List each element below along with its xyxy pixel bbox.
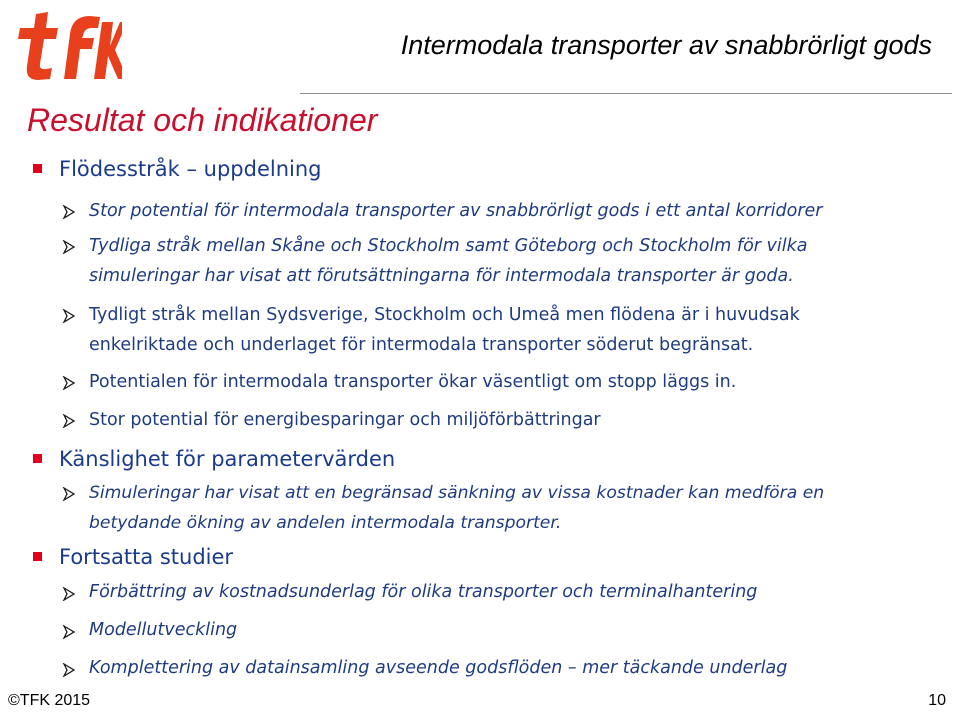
arrow-bullet-icon <box>62 487 76 501</box>
logo-text: TFK <box>67 48 69 49</box>
header-title: Intermodala transporter av snabbrörligt gods <box>400 30 932 60</box>
list-item-text: Förbättring av kostnadsunderlag för olika transporter och terminalhantering <box>89 582 758 602</box>
list-item-text-continued: betydande ökning av andelen intermodala transporter. <box>89 513 562 533</box>
list-item-text: Komplettering av datainsamling avseende godsflöden – mer täckande underlag <box>89 658 788 678</box>
square-bullet-icon <box>33 552 42 561</box>
list-item-text: Potentialen för intermodala transporter ökar väsentligt om stopp läggs in. <box>89 372 737 392</box>
arrow-bullet-icon <box>62 663 76 677</box>
list-item-text: Simuleringar har visat att en begränsad sänkning av vissa kostnader kan medföra en <box>89 483 825 503</box>
section-heading-text: Känslighet för parametervärden <box>59 447 396 471</box>
list-item-text: Tydliga stråk mellan Skåne och Stockholm samt Göteborg och Stockholm för vilka <box>89 236 808 256</box>
arrow-bullet-icon <box>62 587 76 601</box>
arrow-bullet-icon <box>62 205 76 219</box>
list-item-text-continued: simuleringar har visat att förutsättningarna för intermodala transporter är goda. <box>89 266 794 286</box>
arrow-bullet-icon <box>62 625 76 639</box>
list-item-text: Stor potential för energibesparingar och miljöförbättringar <box>89 410 601 430</box>
list-item-text-continued: enkelriktade och underlaget för intermodala transporter söderut begränsat. <box>89 335 754 355</box>
arrow-bullet-icon <box>62 309 76 323</box>
square-bullet-icon <box>33 454 42 463</box>
slide-title: Resultat och indikationer <box>27 102 378 138</box>
arrow-bullet-icon <box>62 376 76 390</box>
footer-copyright: ©TFK 2015 <box>8 692 91 709</box>
list-item-text: Stor potential för intermodala transporter av snabbrörligt gods i ett antal korridorer <box>89 201 823 221</box>
section-heading-text: Fortsatta studier <box>59 545 234 569</box>
section-heading-text: Flödesstråk – uppdelning <box>59 157 322 181</box>
arrow-bullet-icon <box>62 414 76 428</box>
square-bullet-icon <box>33 164 42 173</box>
footer-page-number: 10 <box>928 692 946 709</box>
list-item-text: Tydligt stråk mellan Sydsverige, Stockholm och Umeå men flödena är i huvudsak <box>89 305 800 325</box>
list-item-text: Modellutveckling <box>89 620 238 640</box>
arrow-bullet-icon <box>62 240 76 254</box>
